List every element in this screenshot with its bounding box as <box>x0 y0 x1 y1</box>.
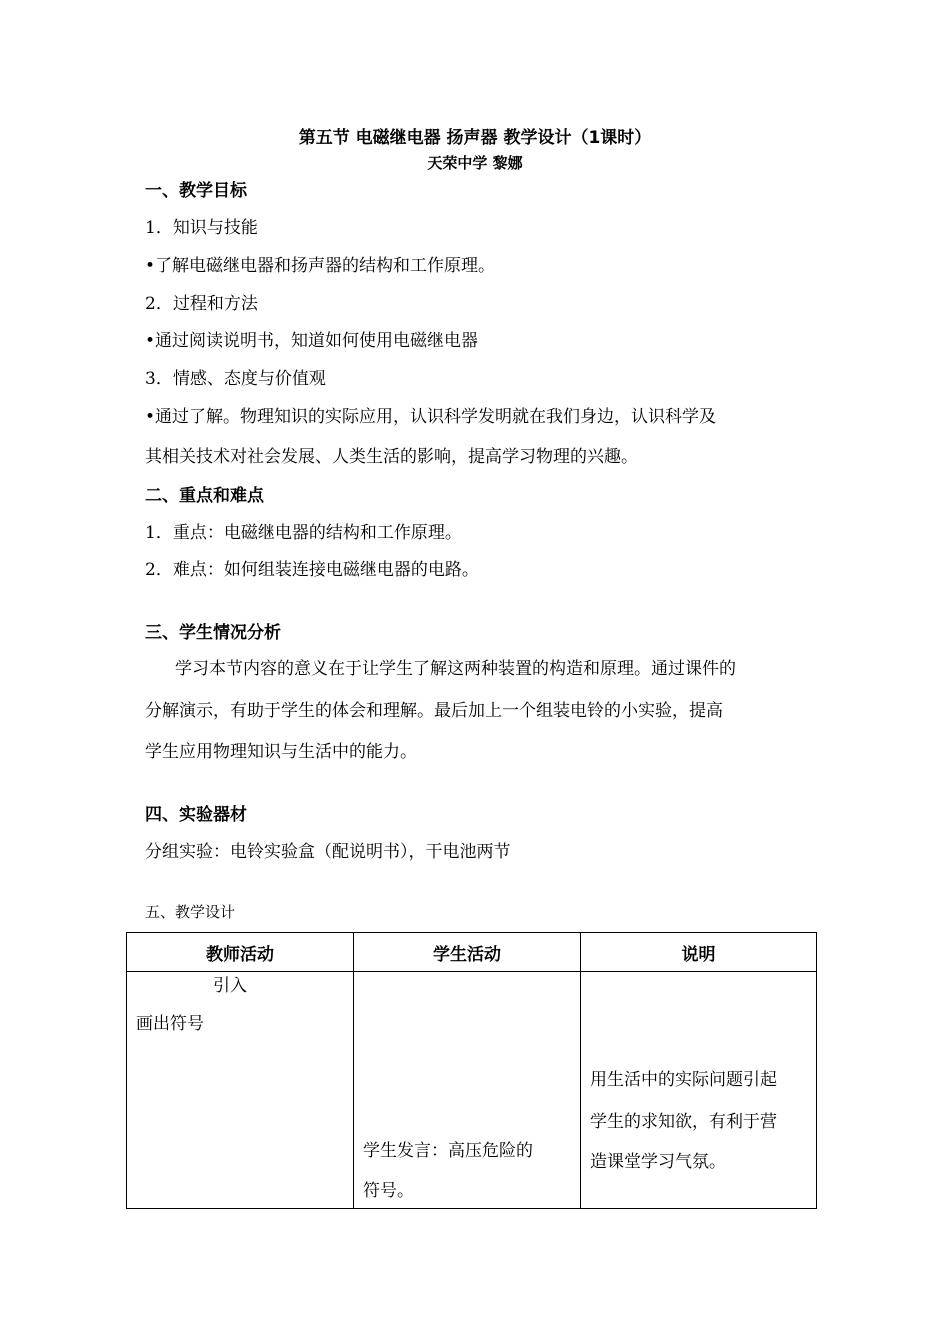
equipment-item: 分组实验：电铃实验盒（配说明书），干电池两节 <box>145 842 511 862</box>
emotion-item-line-1: •通过了解。物理知识的实际应用，认识科学发明就在我们身边，认识科学及 <box>145 407 717 427</box>
teacher-draw-symbol: 画出符号 <box>136 1014 204 1034</box>
teacher-activity-cell <box>127 972 354 1209</box>
header-student-activity: 学生活动 <box>354 933 581 972</box>
note-line-2: 学生的求知欲，有利于营 <box>590 1112 777 1132</box>
document-title: 第五节 电磁继电器 扬声器 教学设计（1课时） <box>298 128 652 148</box>
emotion-item-line-2: 其相关技术对社会发展、人类生活的影响，提高学习物理的兴趣。 <box>145 447 638 467</box>
knowledge-label: 1．知识与技能 <box>145 218 258 238</box>
analysis-line-2: 分解演示，有助于学生的体会和理解。最后加上一个组装电铃的小实验，提高 <box>145 701 723 721</box>
note-line-3: 造课堂学习气氛。 <box>590 1152 726 1172</box>
teaching-design-table <box>126 932 817 1209</box>
analysis-line-3: 学生应用物理知识与生活中的能力。 <box>145 742 417 762</box>
difficult-point: 2．难点：如何组装连接电磁继电器的电路。 <box>145 560 479 580</box>
document-author: 天荣中学 黎娜 <box>427 154 523 172</box>
student-line-1: 学生发言：高压危险的 <box>363 1141 533 1161</box>
section-1-heading: 一、教学目标 <box>145 181 247 201</box>
process-label: 2．过程和方法 <box>145 294 258 314</box>
student-activity-cell <box>354 972 581 1209</box>
table-row <box>127 972 817 1209</box>
header-teacher-activity: 教师活动 <box>127 933 354 972</box>
section-4-heading: 四、实验器材 <box>145 805 247 825</box>
student-line-2: 符号。 <box>363 1181 414 1201</box>
note-line-1: 用生活中的实际问题引起 <box>590 1070 777 1090</box>
section-5-heading: 五、教学设计 <box>145 903 236 921</box>
knowledge-item: •了解电磁继电器和扬声器的结构和工作原理。 <box>145 256 496 276</box>
analysis-line-1: 学习本节内容的意义在于让学生了解这两种装置的构造和原理。通过课件的 <box>175 659 736 679</box>
teacher-intro: 引入 <box>213 976 247 996</box>
key-point: 1．重点：电磁继电器的结构和工作原理。 <box>145 523 462 543</box>
emotion-label: 3．情感、态度与价值观 <box>145 369 326 389</box>
notes-cell <box>581 972 817 1209</box>
process-item: •通过阅读说明书，知道如何使用电磁继电器 <box>145 331 479 351</box>
section-3-heading: 三、学生情况分析 <box>145 623 281 643</box>
header-notes: 说明 <box>581 933 817 972</box>
section-2-heading: 二、重点和难点 <box>145 486 264 506</box>
